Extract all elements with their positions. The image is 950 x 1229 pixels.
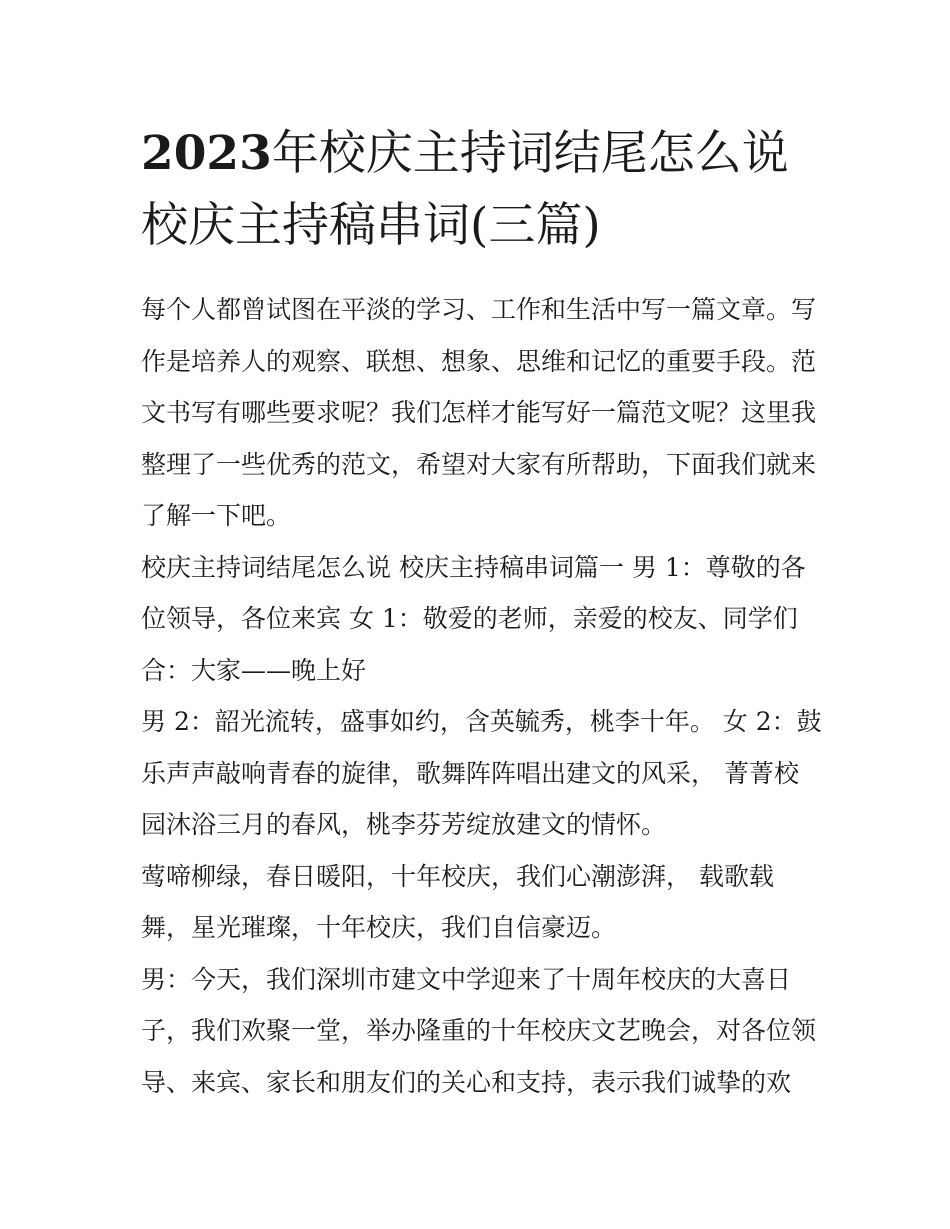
title-line-2: 校庆主持稿串词(三篇) — [141, 198, 601, 253]
body-line: 了解一下吧。 — [141, 501, 292, 530]
body-line: 校庆主持词结尾怎么说 校庆主持稿串词篇一 男 1：尊敬的各 — [141, 552, 806, 582]
body-line: 文书写有哪些要求呢？我们怎样才能写好一篇范文呢？这里我 — [141, 398, 817, 427]
body-line: 整理了一些优秀的范文，希望对大家有所帮助，下面我们就来 — [141, 449, 817, 479]
body-line: 子，我们欢聚一堂，举办隆重的十年校庆文艺晚会，对各位领 — [141, 1016, 817, 1045]
document-body — [141, 284, 822, 1108]
body-line: 导、来宾、家长和朋友们的关心和支持，表示我们诚挚的欢 — [141, 1067, 792, 1097]
body-line: 园沐浴三月的春风，桃李芬芳绽放建文的情怀。 — [141, 810, 667, 839]
body-line: 莺啼柳绿，春日暖阳，十年校庆，我们心潮澎湃， 载歌载 — [141, 861, 774, 891]
title-year: 2023 — [141, 126, 272, 181]
document-title — [141, 118, 813, 262]
document-content — [141, 118, 822, 1108]
body-line: 男：今天，我们深圳市建文中学迎来了十周年校庆的大喜日 — [141, 964, 792, 994]
title-line-1 — [141, 118, 813, 190]
body-line: 位领导，各位来宾 女 1：敬爱的老师，亲爱的校友、同学们 — [141, 604, 798, 633]
body-line: 乐声声敲响青春的旋律，歌舞阵阵唱出建文的风采， 菁菁校 — [141, 758, 799, 788]
body-line: 男 2：韶光流转，盛事如约，含英毓秀，桃李十年。 女 2：鼓 — [141, 707, 822, 736]
body-line: 舞，星光璀璨，十年校庆，我们自信豪迈。 — [141, 913, 617, 942]
title-line-1-text: 年校庆主持词结尾怎么说 — [271, 126, 789, 181]
body-line: 作是培养人的观察、联想、想象、思维和记忆的重要手段。范 — [141, 346, 817, 376]
body-line: 合：大家——晚上好 — [141, 655, 367, 685]
body-line: 每个人都曾试图在平淡的学习、工作和生活中写一篇文章。写 — [141, 295, 817, 324]
